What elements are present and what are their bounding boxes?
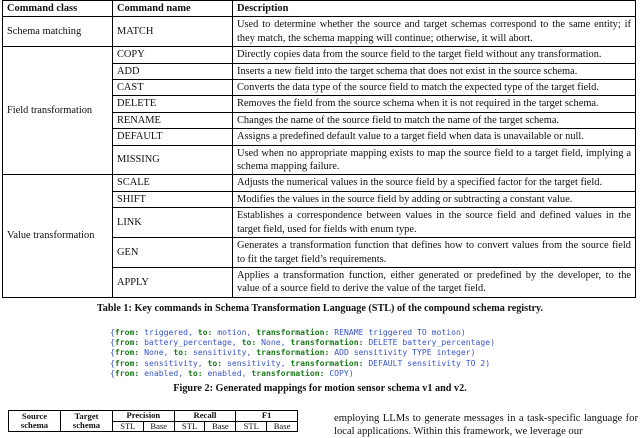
header-source-schema: Source schema (9, 411, 61, 432)
header-command-name: Command name (113, 1, 233, 17)
table-header-row (3, 1, 636, 17)
command-name: LINK (113, 208, 233, 238)
command-description: Applies a transformation function, either generated or predefined by the developer, to the value of a source field to derive the value of the target field. (233, 267, 636, 297)
command-description: Converts the data type of the source field to match the expected type of the target field. (233, 80, 636, 96)
results-header-row (9, 411, 298, 422)
figure-caption: Figure 2: Generated mappings for motion sensor schema v1 and v2. (173, 383, 467, 394)
class-value-transformation: Value transformation (3, 175, 113, 297)
table-row (3, 47, 636, 63)
subheader-stl: STL (236, 421, 267, 432)
command-name: SCALE (113, 175, 233, 191)
code-line: {from: sensitivity, to: sensitivity, transformation: DEFAULT sensitivity TO 2) (110, 357, 491, 368)
results-table (8, 410, 298, 432)
command-description: Changes the name of the source field to match the name of the target schema. (233, 112, 636, 128)
code-line: {from: triggered, to: motion, transformation: RENAME triggered TO motion) (110, 327, 466, 337)
class-field-transformation: Field transformation (3, 47, 113, 175)
subheader-base: Base (143, 421, 174, 432)
code-line: {from: battery_percentage, to: None, transformation: DELETE battery_percentage) (110, 337, 496, 348)
command-name: MISSING (113, 145, 233, 175)
command-name: DELETE (113, 96, 233, 112)
header-f1: F1 (236, 411, 298, 422)
command-name: COPY (113, 47, 233, 63)
header-precision: Precision (113, 411, 175, 422)
command-description: Directly copies data from the source field to the target field without any transformation. (233, 47, 636, 63)
command-description: Used to determine whether the source and target schemas correspond to the same entity; if they match, the schema mapping will continue; otherwise, it will abort. (233, 17, 636, 47)
command-description: Adjusts the numerical values in the source field by a specified factor for the target field. (233, 175, 636, 191)
command-description: Establishes a correspondence between values in the source field and defined values in the target field, used for fields with enum type. (233, 208, 636, 238)
body-paragraph: employing LLMs to generate messages in a task-specific language for local applications. Within this framework, we leverage our (334, 413, 638, 437)
header-description: Description (233, 1, 636, 17)
header-target-schema: Target schema (61, 411, 113, 432)
command-description: Generates a transformation function that defines how to convert values from the source field to fit the target field’s requirements. (233, 238, 636, 268)
command-description: Used when no appropriate mapping exists to map the source field to a target field, implying a schema mapping failure. (233, 145, 636, 175)
command-name: GEN (113, 238, 233, 268)
command-name: RENAME (113, 112, 233, 128)
table-row (3, 175, 636, 191)
code-line: {from: None, to: sensitivity, transformation: ADD sensitivity TYPE integer) (110, 347, 476, 358)
subheader-stl: STL (174, 421, 205, 432)
table-row (3, 17, 636, 47)
class-schema-matching: Schema matching (3, 17, 113, 47)
command-name: ADD (113, 63, 233, 79)
command-description: Assigns a predefined default value to a target field when data is unavailable or null. (233, 129, 636, 145)
command-description: Inserts a new field into the target schema that does not exist in the source schema. (233, 63, 636, 79)
command-name: MATCH (113, 17, 233, 47)
subheader-base: Base (205, 421, 236, 432)
header-command-class: Command class (3, 1, 113, 17)
mapping-code-block (110, 327, 495, 378)
code-line: {from: enabled, to: enabled, transformation: COPY) (110, 367, 354, 378)
table-caption: Table 1: Key commands in Schema Transformation Language (STL) of the compound schema registry. (96, 303, 544, 314)
subheader-base: Base (267, 421, 298, 432)
command-name: APPLY (113, 267, 233, 297)
subheader-stl: STL (113, 421, 144, 432)
command-description: Modifies the values in the source field by adding or subtracting a constant value. (233, 191, 636, 207)
command-name: SHIFT (113, 191, 233, 207)
command-name: CAST (113, 80, 233, 96)
header-recall: Recall (174, 411, 236, 422)
command-description: Removes the field from the source schema when it is not required in the target schema. (233, 96, 636, 112)
command-name: DEFAULT (113, 129, 233, 145)
commands-table (2, 0, 636, 298)
